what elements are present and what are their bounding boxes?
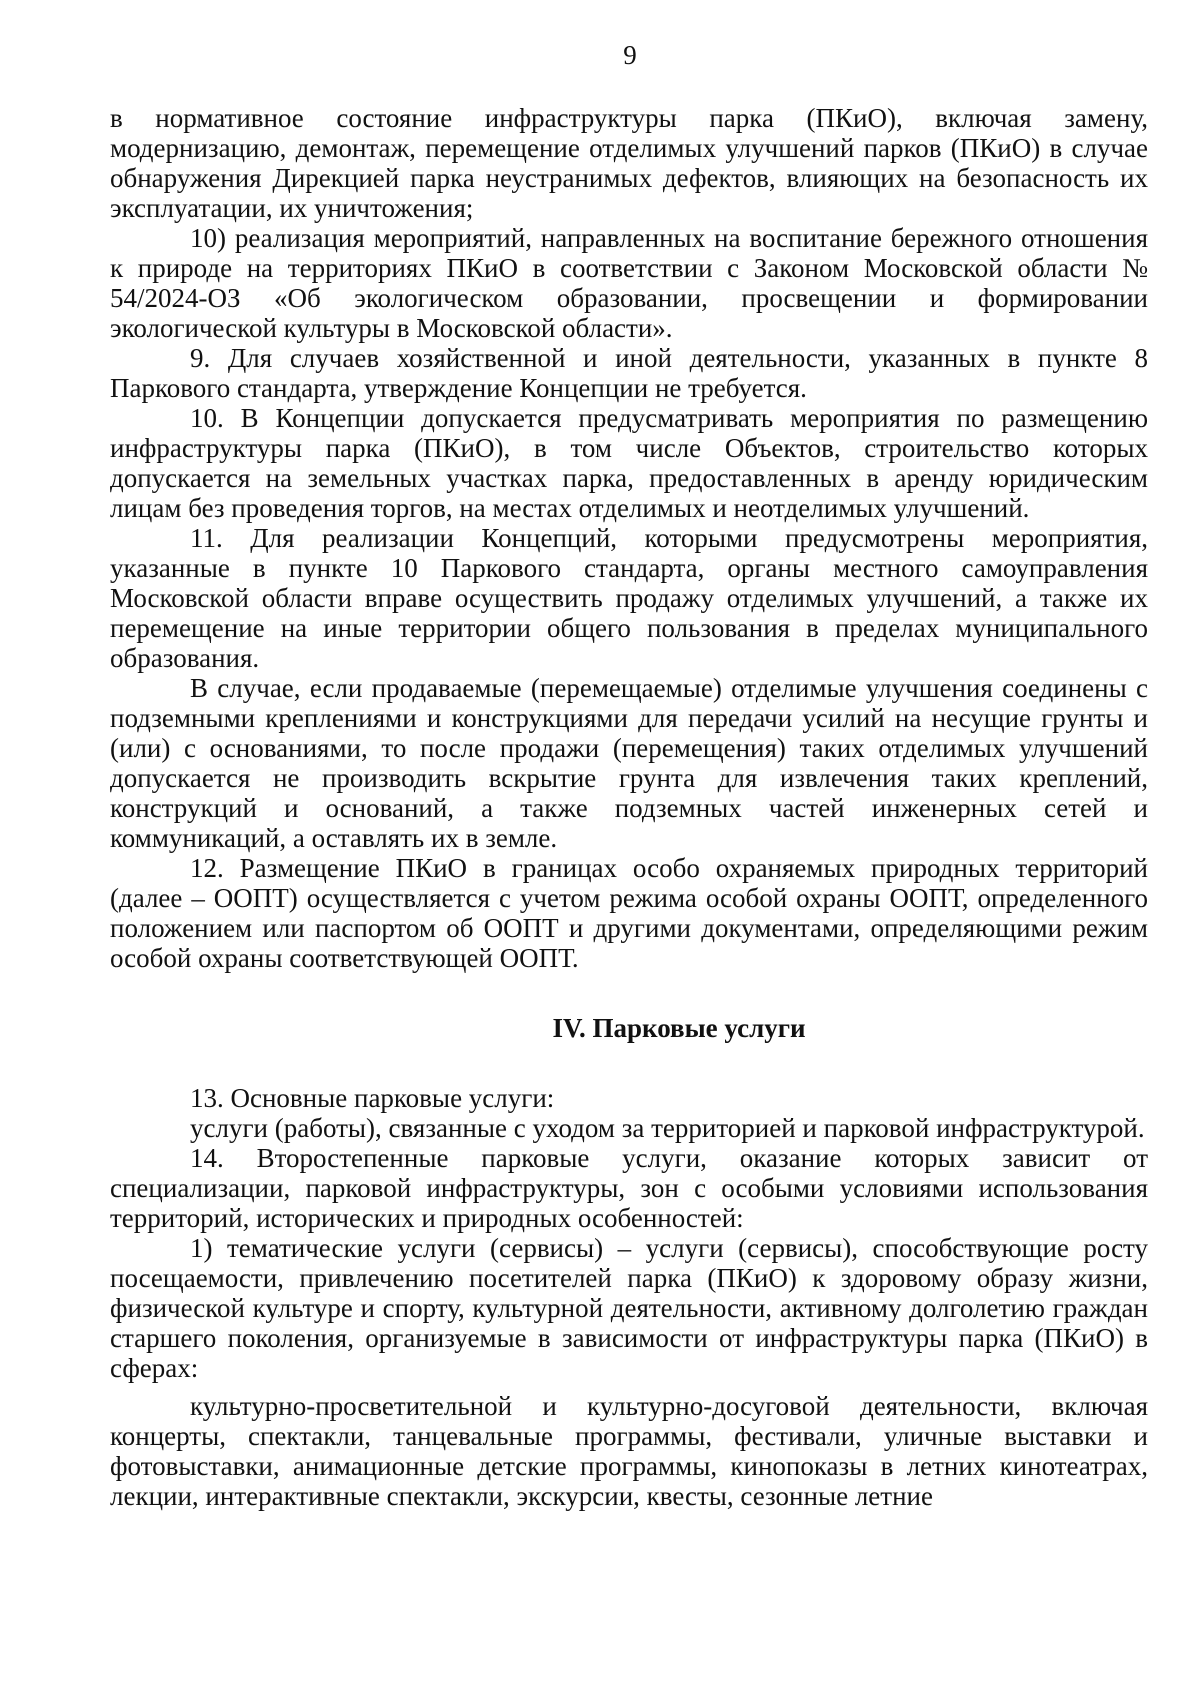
paragraph-item-10: 10) реализация мероприятий, направленных на воспитание бережного отношения к природе на территориях ПКиО в соответствии с Законом Московской области № 54/2024-ОЗ «Об экологическом образовании, просвещении и формировании экологической культуры в Московской области». <box>110 223 1148 343</box>
paragraph-clause-11-continued: В случае, если продаваемые (перемещаемые) отделимые улучшения соединены с подземными креплениями и конструкциями для передачи усилий на несущие грунты и (или) с основаниями, то после продажи (перемещения) таких отделимых улучшений допускается не производить вскрытие грунта для извлечения таких креплений, конструкций и оснований, а также подземных частей инженерных сетей и коммуникаций, а оставлять их в земле. <box>110 673 1148 853</box>
paragraph-basic-services: услуги (работы), связанные с уходом за территорией и парковой инфраструктурой. <box>190 1113 1145 1143</box>
document-body <box>110 103 1148 1511</box>
section-heading: IV. Парковые услуги <box>552 1013 806 1043</box>
paragraph-clause-13: 13. Основные парковые услуги: <box>190 1083 555 1113</box>
paragraph-clause-14: 14. Второстепенные парковые услуги, оказание которых зависит от специализации, парковой инфраструктуры, зон с особыми условиями использования территорий, исторических и природных особенностей: <box>110 1143 1148 1233</box>
paragraph-clause-10: 10. В Концепции допускается предусматривать мероприятия по размещению инфраструктуры парка (ПКиО), в том числе Объектов, строительство которых допускается на земельных участках парка, предоставленных в аренду юридическим лицам без проведения торгов, на местах отделимых и неотделимых улучшений. <box>110 403 1148 523</box>
paragraph-clause-9: 9. Для случаев хозяйственной и иной деятельности, указанных в пункте 8 Паркового стандарта, утверждение Концепции не требуется. <box>110 343 1148 403</box>
paragraph-clause-11: 11. Для реализации Концепций, которыми предусмотрены мероприятия, указанные в пункте 10 Паркового стандарта, органы местного самоуправления Московской области вправе осуществить продажу отделимых улучшений, а также их перемещение на иные территории общего пользования в пределах муниципального образования. <box>110 523 1148 673</box>
paragraph-cultural-activities: культурно-просветительной и культурно-досуговой деятельности, включая концерты, спектакли, танцевальные программы, фестивали, уличные выставки и фотовыставки, анимационные детские программы, кинопоказы в летних кинотеатрах, лекции, интерактивные спектакли, экскурсии, квесты, сезонные летние <box>110 1391 1148 1511</box>
paragraph-clause-12: 12. Размещение ПКиО в границах особо охраняемых природных территорий (далее – ООПТ) осуществляется с учетом режима особой охраны ООПТ, определенного положением или паспортом об ООПТ и другими документами, определяющими режим особой охраны соответствующей ООПТ. <box>110 853 1148 973</box>
paragraph-thematic-services: 1) тематические услуги (сервисы) – услуги (сервисы), способствующие росту посещаемости, привлечению посетителей парка (ПКиО) к здоровому образу жизни, физической культуре и спорту, культурной деятельности, активному долголетию граждан старшего поколения, организуемые в зависимости от инфраструктуры парка (ПКиО) в сферах: <box>110 1233 1148 1383</box>
paragraph-continuation: в нормативное состояние инфраструктуры парка (ПКиО), включая замену, модернизацию, демонтаж, перемещение отделимых улучшений парков (ПКиО) в случае обнаружения Дирекцией парка неустранимых дефектов, влияющих на безопасность их эксплуатации, их уничтожения; <box>110 103 1148 223</box>
page-number: 9 <box>623 40 637 70</box>
